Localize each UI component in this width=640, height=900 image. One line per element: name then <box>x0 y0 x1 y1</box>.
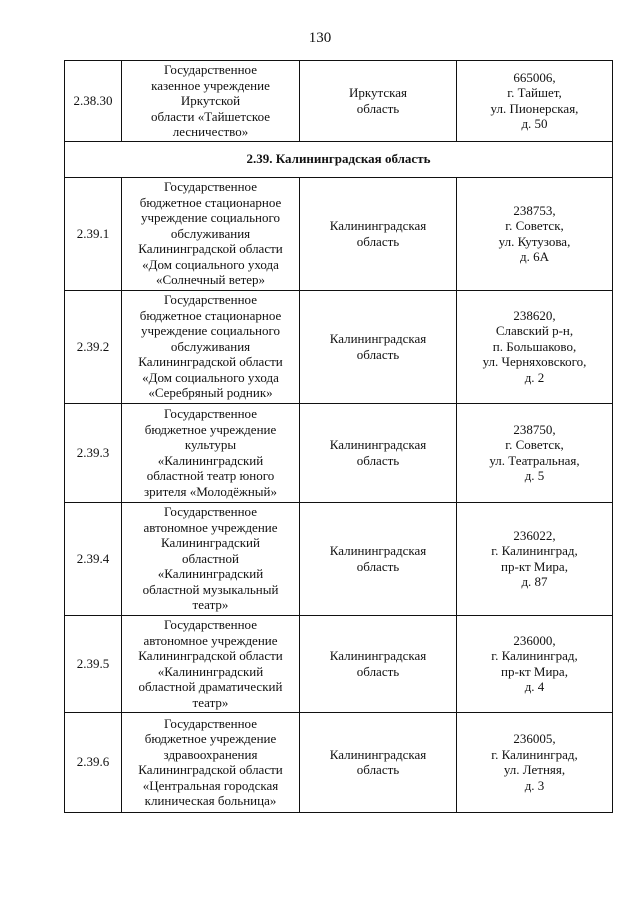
region: Калининградская область <box>300 712 457 812</box>
row-number: 2.39.4 <box>65 502 122 615</box>
region: Калининградская область <box>300 615 457 712</box>
row-number: 2.38.30 <box>65 61 122 142</box>
address: 665006, г. Тайшет, ул. Пионерская, д. 50 <box>457 61 613 142</box>
institution-name: Государственное бюджетное учреждение культуры «Калининградский областной театр юного зрителя «Молодёжный» <box>122 403 300 502</box>
institution-name: Государственное бюджетное стационарное учреждение социального обслуживания Калининградской области «Дом социального ухода «Серебряный родник» <box>122 290 300 403</box>
address: 238750, г. Советск, ул. Театральная, д. 5 <box>457 403 613 502</box>
institution-name: Государственное автономное учреждение Калининградской области «Калининградский областной драматический театр» <box>122 615 300 712</box>
address: 236005, г. Калининград, ул. Летняя, д. 3 <box>457 712 613 812</box>
section-title: 2.39. Калининградская область <box>65 141 613 177</box>
row-number: 2.39.6 <box>65 712 122 812</box>
institution-name: Государственное бюджетное стационарное учреждение социального обслуживания Калининградской области «Дом социального ухода «Солнечный ветер» <box>122 177 300 290</box>
address: 238620, Славский р-н, п. Большаково, ул. Черняховского, д. 2 <box>457 290 613 403</box>
institution-name: Государственное казенное учреждение Иркутской области «Тайшетское лесничество» <box>122 61 300 142</box>
table-row <box>65 712 613 812</box>
region: Калининградская область <box>300 502 457 615</box>
address: 236022, г. Калининград, пр-кт Мира, д. 87 <box>457 502 613 615</box>
section-header-row <box>65 141 613 177</box>
table-row <box>65 502 613 615</box>
region: Калининградская область <box>300 290 457 403</box>
row-number: 2.39.5 <box>65 615 122 712</box>
institutions-table <box>64 60 613 813</box>
row-number: 2.39.2 <box>65 290 122 403</box>
address: 238753, г. Советск, ул. Кутузова, д. 6А <box>457 177 613 290</box>
address: 236000, г. Калининград, пр-кт Мира, д. 4 <box>457 615 613 712</box>
region: Иркутская область <box>300 61 457 142</box>
table-row <box>65 403 613 502</box>
table-row <box>65 61 613 142</box>
region: Калининградская область <box>300 177 457 290</box>
institution-name: Государственное бюджетное учреждение здравоохранения Калининградской области «Центральная городская клиническая больница» <box>122 712 300 812</box>
region: Калининградская область <box>300 403 457 502</box>
institution-name: Государственное автономное учреждение Калининградский областной «Калининградский областной музыкальный театр» <box>122 502 300 615</box>
table-row <box>65 177 613 290</box>
table-row <box>65 290 613 403</box>
row-number: 2.39.3 <box>65 403 122 502</box>
row-number: 2.39.1 <box>65 177 122 290</box>
page-number: 130 <box>308 30 332 46</box>
table-row <box>65 615 613 712</box>
